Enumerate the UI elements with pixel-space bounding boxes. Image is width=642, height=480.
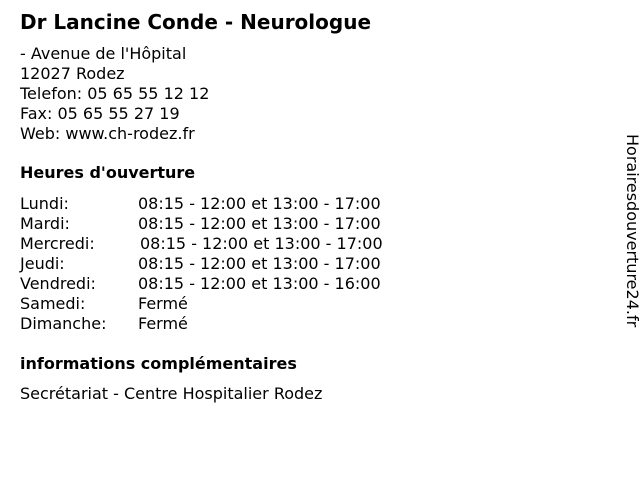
info-text: Secrétariat - Centre Hospitalier Rodez xyxy=(20,384,323,403)
hours-time: 08:15 - 12:00 et 13:00 - 17:00 xyxy=(138,254,381,273)
hours-day: Lundi: xyxy=(20,194,69,213)
hours-day: Jeudi: xyxy=(20,254,65,273)
info-heading: informations complémentaires xyxy=(20,354,297,373)
hours-day: Samedi: xyxy=(20,294,86,313)
fax-number: Fax: 05 65 55 27 19 xyxy=(20,104,180,123)
hours-day: Dimanche: xyxy=(20,314,107,333)
address-block xyxy=(20,44,209,144)
hours-day: Mardi: xyxy=(20,214,70,233)
address-city: 12027 Rodez xyxy=(20,64,125,83)
site-watermark: Horairesdouverture24.fr xyxy=(623,134,642,328)
hours-day: Mercredi: xyxy=(20,234,95,253)
address-street: - Avenue de l'Hôpital xyxy=(20,44,187,63)
hours-time: 08:15 - 12:00 et 13:00 - 17:00 xyxy=(138,214,381,233)
hours-time: 08:15 - 12:00 et 13:00 - 17:00 xyxy=(140,234,383,253)
hours-time: Fermé xyxy=(138,294,188,313)
hours-day: Vendredi: xyxy=(20,274,96,293)
website: Web: www.ch-rodez.fr xyxy=(20,124,195,143)
hours-heading: Heures d'ouverture xyxy=(20,163,196,182)
hours-time: 08:15 - 12:00 et 13:00 - 17:00 xyxy=(138,194,381,213)
page-title: Dr Lancine Conde - Neurologue xyxy=(20,10,372,34)
phone-number: Telefon: 05 65 55 12 12 xyxy=(20,84,210,103)
hours-time: 08:15 - 12:00 et 13:00 - 16:00 xyxy=(138,274,381,293)
hours-time: Fermé xyxy=(138,314,188,333)
